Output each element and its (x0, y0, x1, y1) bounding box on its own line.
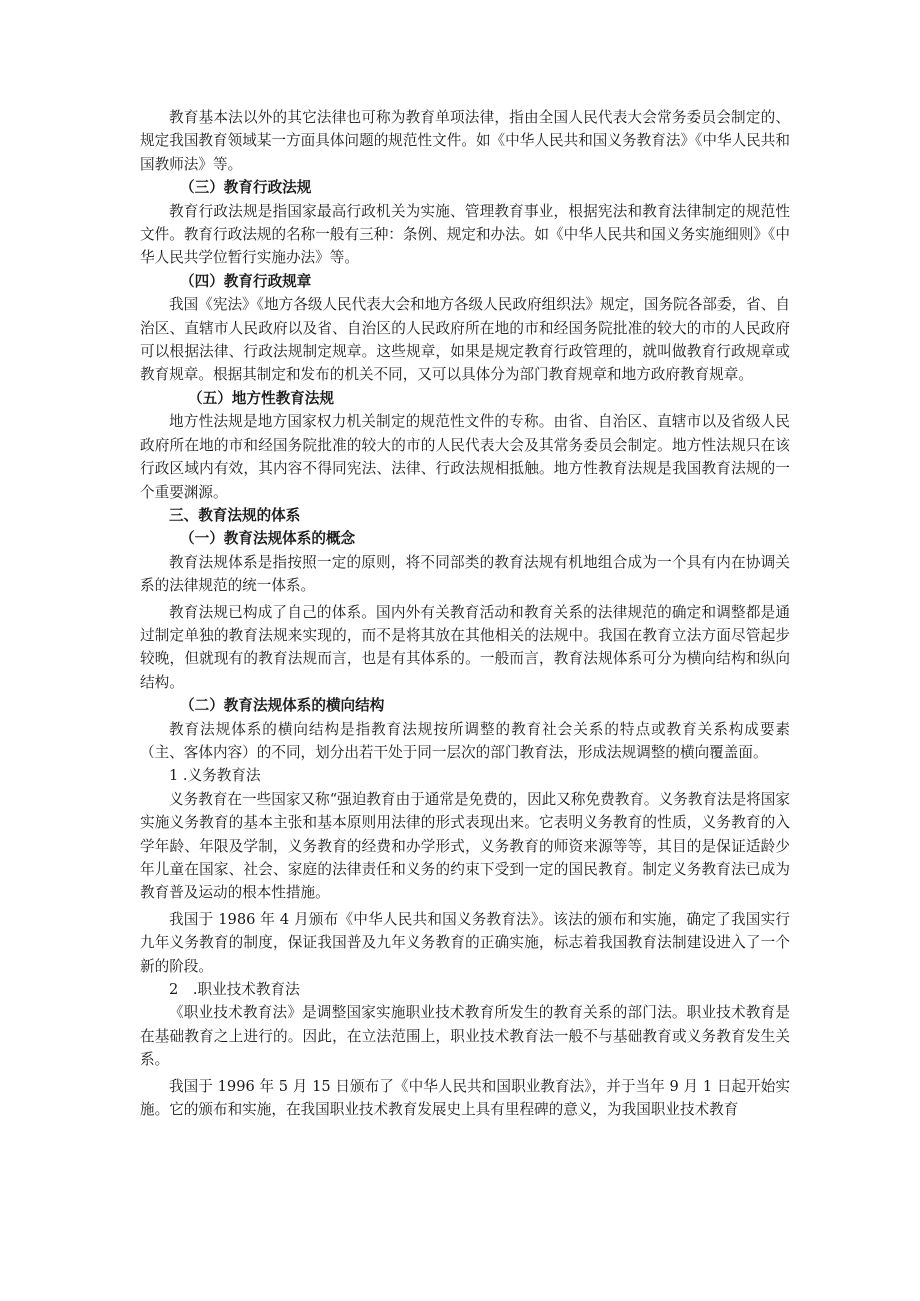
paragraph-admin-regulations: 教育行政法规是指国家最高行政机关为实施、管理教育事业，根据宪法和教育法律制定的规范性文件。教育行政法规的名称一般有三种：条例、规定和办法。如《中华人民共和国义务实施细则》《中华人民共学位暂行实施办法》等。 (140, 202, 790, 267)
paragraph-vocational-education: 《职业技术教育法》是调整国家实施职业技术教育所发生的教育关系的部门法。职业技术教育是在基础教育之上进行的。因此，在立法范围上，职业技术教育法一般不与基础教育或义务教育发生关系。 (140, 1004, 790, 1069)
numbered-heading-compulsory: 1 .义务教育法 (169, 767, 261, 785)
paragraph-compulsory-education: 义务教育在一些国家又称“强迫教育由于通常是免费的，因此又称免费教育。义务教育法是将国家实施义务教育的基本主张和基本原则用法律的形式表现出来。它表明义务教育的性质，义务教育的入学年龄、年限及学制，义务教育的经费和办学形式，义务教育的师资来源等等，其目的是保证适龄少年儿童在国家、社会、家庭的法律责任和义务的约束下受到一定的国民教育。制定义务教育法已成为教育普及运动的根本性措施。 (140, 790, 790, 902)
paragraph-local-regulations: 地方性法规是地方国家权力机关制定的规范性文件的专称。由省、自治区、直辖市以及省级人民政府所在地的市和经国务院批准的较大的市的人民代表大会及其常务委员会制定。地方性法规只在该行政区域内有效，其内容不得同宪法、法律、行政法规相抵触。地方性教育法规是我国教育法规的一个重要渊源。 (140, 413, 790, 501)
paragraph-admin-rules: 我国《宪法》《地方各级人民代表大会和地方各级人民政府组织法》规定，国务院各部委，省、自治区、直辖市人民政府以及省、自治区的人民政府所在地的市和经国务院批准的较大的市的人民政府可以根据法律、行政法规制定规章。这些规章，如果是规定教育行政管理的，就叫做教育行政规章或教育规章。根据其制定和发布的机关不同，又可以具体分为部门教育规章和地方政府教育规章。 (140, 296, 790, 384)
numbered-heading-vocational: 2 .职业技术教育法 (169, 981, 300, 999)
paragraph-vocational-1996: 我国于 1996 年 5 月 15 日颁布了《中华人民共和国职业教育法》，并于当年 9 月 1 日起开始实施。它的颁布和实施，在我国职业技术教育发展史上具有里程碑的意义，为我国职业技术教育 (140, 1077, 790, 1119)
heading-system: 三、教育法规的体系 (169, 506, 301, 524)
paragraph-system-concept: 教育法规体系是指按照一定的原则，将不同部类的教育法规有机地组合成为一个具有内在协调关系的法律规范的统一体系。 (140, 553, 790, 595)
paragraph-horizontal-structure: 教育法规体系的横向结构是指教育法规按所调整的教育社会关系的特点或教育关系构成要素（主、客体内容）的不同，划分出若干处于同一层次的部门教育法，形成法规调整的横向覆盖面。 (140, 720, 790, 761)
heading-local-regulations: （五）地方性教育法规 (188, 389, 334, 407)
document-body (140, 106, 790, 1121)
heading-horizontal-structure: （二）教育法规体系的横向结构 (180, 697, 385, 715)
paragraph-single-law: 教育基本法以外的其它法律也可称为教育单项法律，指由全国人民代表大会常务委员会制定的、规定我国教育领域某一方面具体问题的规范性文件。如《中华人民共和国义务教育法》《中华人民共和国教师法》等。 (140, 109, 790, 173)
heading-admin-regulations: （三）教育行政法规 (180, 179, 312, 197)
paragraph-compulsory-1986: 我国于 1986 年 4 月颁布《中华人民共和国义务教育法》。该法的颁布和实施，确定了我国实行九年义务教育的制度，保证我国普及九年义务教育的正确实施，标志着我国教育法制建设进入了一个新的阶段。 (140, 910, 790, 975)
heading-system-concept: （一）教育法规体系的概念 (180, 530, 356, 548)
paragraph-system-formed: 教育法规已构成了自己的体系。国内外有关教育活动和教育关系的法律规范的确定和调整都是通过制定单独的教育法规来实现的，而不是将其放在其他相关的法规中。我国在教育立法方面尽管起步较晚，但就现有的教育法规而言，也是有其体系的。一般而言，教育法规体系可分为横向结构和纵向结构。 (140, 603, 790, 691)
heading-admin-rules: （四）教育行政规章 (180, 272, 312, 290)
